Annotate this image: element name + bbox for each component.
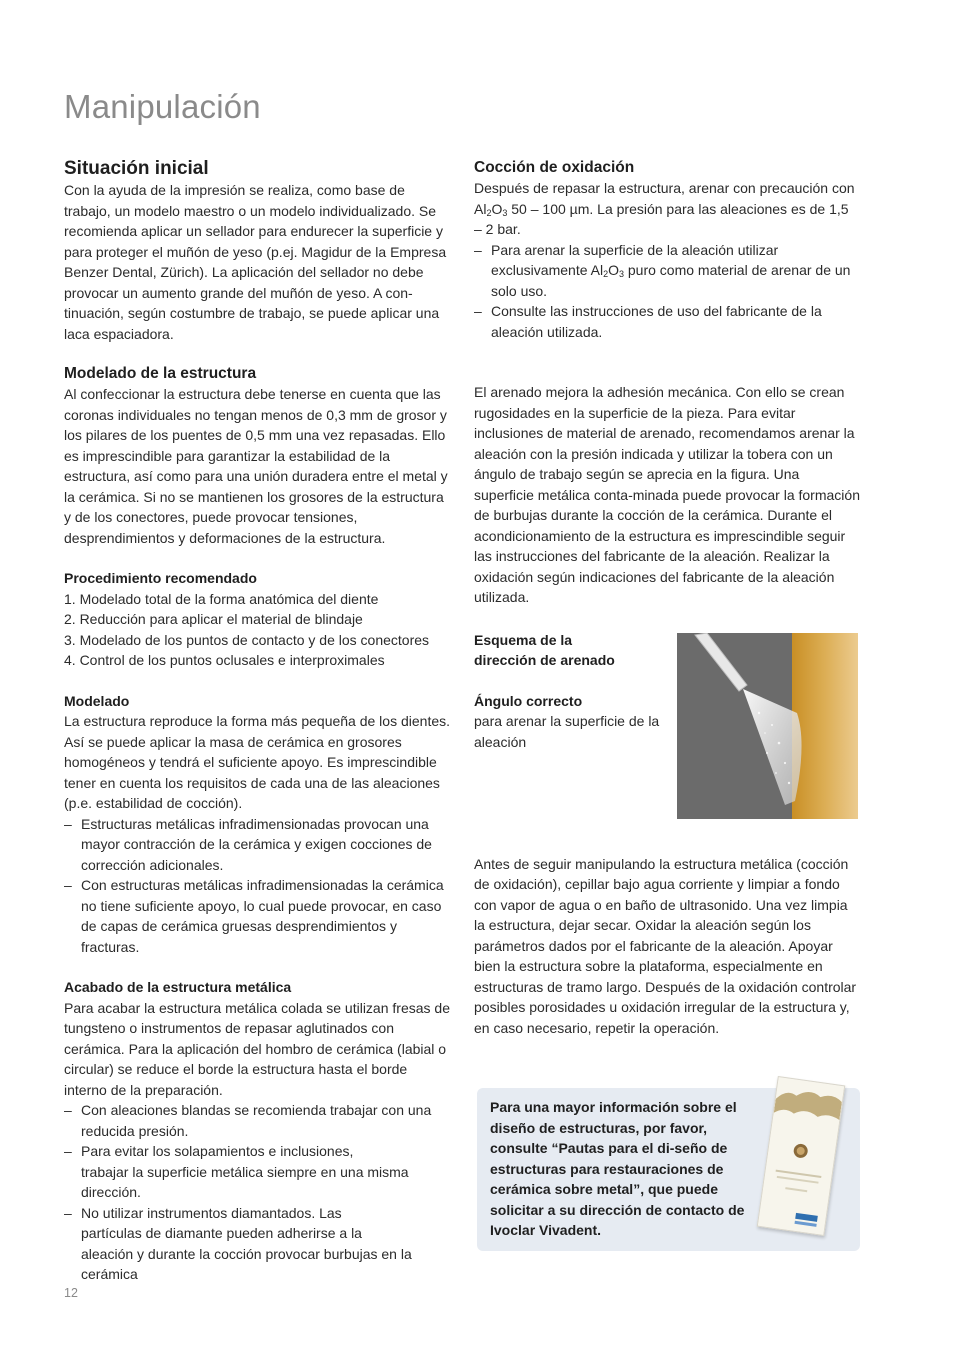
figure-subtitle: Ángulo correcto <box>474 692 583 709</box>
info-box-text: Para una mayor información sobre el diseño de estructuras, por favor, consulte “Pautas para el di-seño de estructuras para restauraciones de cerámica sobre metal”, que puede solicitar a su dirección de contacto de Ivoclar Vivadent. <box>490 1099 745 1238</box>
subscript: 2 <box>486 207 492 218</box>
subscript: 3 <box>502 207 508 218</box>
list-item-text: aleación y durante la cocción provocar burbujas en la cerámica <box>81 1245 412 1282</box>
section-text: Al confeccionar la estructura debe tenerse en cuenta que las coronas individuales no tengan menos de 0,3 mm de grosor y los pilares de los puentes de 0,5 mm una vez repasadas. Ello es imprescindible para garantizar la estabilidad de la estructura, así como para una unión duradera entre el metal y la cerámica. Si no se mantienen los grosores de la estructura y de los conectores, puede provocar tensiones, desprendimientos y deformaciones de la estructura. <box>64 386 448 546</box>
subscript: 2 <box>603 269 609 279</box>
oxidation-instructions-text: Antes de seguir manipulando la estructura metálica (cocción de oxidación), cepillar bajo agua corriente y limpiar a fondo con vapor de agua o en baño de ultrasonido. Una vez limpia la estructura, dejar secar. Oxidar la aleación según los parámetros dados por el fabricante de la aleación. Apoyar bien la estructura sobre la plataforma, especialmente en estructuras de tramo largo. Después de la oxidación controlar posibles porosidades u oxidación irregular de la estructura y, en caso necesario, repetir la operación. <box>474 855 857 1036</box>
list-item: – Con aleaciones blandas se recomienda trabajar con una reducida presión. <box>64 1100 450 1141</box>
alloy-surface <box>792 633 858 819</box>
section-title: Modelado de la estructura <box>64 365 257 382</box>
section-text: Con la ayuda de la impresión se realiza, como base de trabajo, un modelo maestro o un modelo individualizado. Se recomienda aplicar un sellador para endurecer la superficie y para proteger el muñón de yeso (p.ej. Magidur de la Empresa Benzer Dental, Zürich). La aplicación del sellador no debe provocar un aumento grande del muñón de yeso. A con-tinuación, según costumbre de trabajo, se puede aplicar una laca espaciadora. <box>64 182 447 342</box>
list-item-text: trabajar la superficie metálica siempre en una misma dirección. <box>81 1163 409 1200</box>
bullet-list <box>474 240 860 343</box>
text-run: Para arenar la superficie de la aleación utilizar exclusivamente Al <box>491 241 779 278</box>
section-text: La estructura reproduce la forma más pequeña de los dientes. Así se puede aplicar la masa de cerámica en grosores homogéneos y tendrá el suficiente apoyo. Es imprescindible tener en cuenta los requisitos de cada una de las aleaciones (p.e. estabilidad de cocción). <box>64 713 451 811</box>
section-structure-modeling <box>64 364 450 548</box>
list-item: 2. Reducción para aplicar el material de blindaje <box>64 611 363 627</box>
list-item: 3. Modelado de los puntos de contacto y de los conectores <box>64 631 430 648</box>
text-run: 50 – 100 µm. La presión para las aleaciones es de 1,5 – 2 bar. <box>474 200 849 237</box>
text-run: puro como material de arenar de un solo uso. <box>491 262 851 299</box>
section-title: Cocción de oxidación <box>474 159 635 176</box>
section-modeling <box>64 691 450 958</box>
section-initial-situation <box>64 158 450 344</box>
section-title: Situación inicial <box>64 158 209 179</box>
list-item: – Consulte las instrucciones de uso del fabricante de la aleación utilizada. <box>474 301 860 342</box>
text-run: Después de repasar la estructura, arenar con precaución con Al <box>474 180 855 217</box>
section-text: Para acabar la estructura metálica colada se utilizan fresas de tungsteno o instrumentos de repasar aglutinados con cerámica. Para la aplicación del hombro de cerámica (labial o circular) se reduce el borde la estructura hasta el borde interno de la preparación. <box>64 999 450 1098</box>
right-column <box>474 158 860 1038</box>
brochure-thumbnail <box>757 1076 845 1236</box>
page-title: Manipulación <box>64 88 261 126</box>
list-item-text: No utilizar instrumentos diamantados. Las <box>81 1204 342 1221</box>
section-title: Acabado de la estructura metálica <box>64 979 292 995</box>
page-number: 12 <box>64 1286 78 1300</box>
section-metal-finishing <box>64 977 450 1285</box>
figure-caption <box>474 630 664 753</box>
list-item-text: Con estructuras metálicas infradimensionadas la cerámica no tiene suficiente apoyo, lo cual puede provocar, en caso de capas de cerámica gruesas desprendimientos y <box>81 877 444 934</box>
subscript: 3 <box>618 269 624 279</box>
section-title: Procedimiento recomendado <box>64 570 257 586</box>
sandblasting-diagram <box>677 633 858 819</box>
procedure-steps <box>64 589 450 671</box>
figure-caption-text: para arenar la superficie de la aleación <box>474 713 660 750</box>
bullet-list <box>64 814 450 958</box>
left-column <box>64 158 450 1305</box>
list-item: 1. Modelado total de la forma anatómica del diente <box>64 590 379 607</box>
text-run: O <box>608 262 619 278</box>
brochure-cover-illustration <box>758 1077 844 1235</box>
section-recommended-procedure <box>64 568 450 671</box>
list-item: – Estructuras metálicas infradimensionadas provocan una mayor contracción de la cerámica y exigen cocciones de corrección adicionales. <box>64 814 450 876</box>
list-item-text: partículas de diamante pueden adherirse a la <box>81 1225 362 1241</box>
section-text <box>474 178 860 240</box>
list-item-text-tail: fracturas. <box>81 938 140 955</box>
info-box <box>477 1088 860 1251</box>
section-title: Modelado <box>64 692 130 709</box>
sandblasting-figure-block <box>474 630 860 820</box>
list-item <box>64 1141 450 1203</box>
section-oxidation-firing <box>474 158 860 342</box>
list-item <box>64 1203 450 1285</box>
bullet-list <box>64 1100 450 1285</box>
sandblasting-illustration <box>677 633 858 819</box>
sandblasting-text: El arenado mejora la adhesión mecánica. Con ello se crean rugosidades en la superficie de la pieza. Para evitar inclusiones de material de arenado, recomendamos arenar la aleación con la presión indicada y utilizar la tobera con un ángulo de trabajo según se aprecia en la figura. Una superficie metálica conta-minada puede provocar la formación de burbujas durante la cocción de la cerámica. Durante el acondicionamiento de la estructura es imprescindible seguir las instrucciones del fabricante de la aleación. Realizar la oxidación según indicaciones del fabricante de la aleación utilizada. <box>474 384 860 605</box>
list-item-text: Para evitar los solapamientos e inclusiones, <box>81 1143 354 1159</box>
text-run: O <box>491 200 503 217</box>
list-item <box>474 240 860 302</box>
figure-title: Esquema de la <box>474 631 573 648</box>
figure-title: dirección de arenado <box>474 652 615 668</box>
list-item: 4. Control de los puntos oclusales e interproximales <box>64 652 385 668</box>
list-item <box>64 875 450 957</box>
